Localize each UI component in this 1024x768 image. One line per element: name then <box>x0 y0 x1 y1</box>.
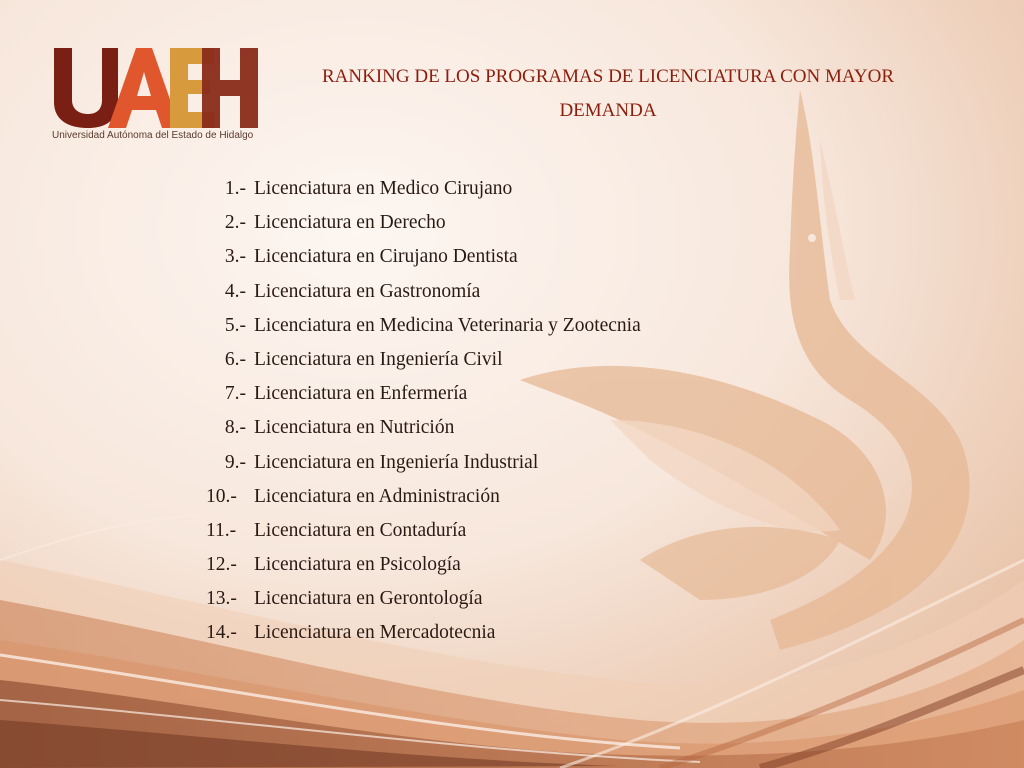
title-line-1: RANKING DE LOS PROGRAMAS DE LICENCIATURA CON MAYOR <box>322 66 894 87</box>
rank-number: 9.- <box>224 451 246 473</box>
logo-caption: Universidad Autónoma del Estado de Hidalgo <box>52 130 254 141</box>
rank-number: 14.- <box>206 622 237 644</box>
rank-number: 12.- <box>206 554 237 576</box>
program-name: Licenciatura en Enfermería <box>254 383 468 405</box>
rank-number: 4.- <box>224 280 246 302</box>
program-name: Licenciatura en Derecho <box>254 212 446 234</box>
program-name: Licenciatura en Administración <box>254 485 500 507</box>
program-name: Licenciatura en Nutrición <box>254 417 455 439</box>
list-item <box>206 281 641 315</box>
rank-number: 6.- <box>224 348 246 370</box>
rank-number: 1.- <box>224 178 246 199</box>
rank-number: 13.- <box>206 588 237 610</box>
rank-number: 8.- <box>224 417 246 439</box>
list-item <box>206 315 641 349</box>
list-item <box>206 178 641 212</box>
program-ranking-list <box>206 178 641 657</box>
list-item <box>206 383 641 417</box>
program-name: Licenciatura en Psicología <box>254 554 461 576</box>
list-item <box>206 417 641 451</box>
rank-number: 10.- <box>206 485 237 507</box>
list-item <box>206 486 641 520</box>
list-item <box>206 452 641 486</box>
list-item <box>206 554 641 588</box>
list-item <box>206 622 641 656</box>
program-name: Licenciatura en Medico Cirujano <box>254 178 513 199</box>
rank-number: 7.- <box>224 383 246 405</box>
page-title <box>300 60 916 128</box>
rank-number: 11.- <box>206 519 237 541</box>
rank-number: 2.- <box>224 212 246 234</box>
list-item <box>206 212 641 246</box>
title-line-2: DEMANDA <box>559 100 657 121</box>
program-name: Licenciatura en Gastronomía <box>254 280 481 302</box>
list-item <box>206 349 641 383</box>
program-name: Licenciatura en Ingeniería Industrial <box>254 451 539 473</box>
list-item <box>206 520 641 554</box>
uaeh-logo-mark <box>52 44 258 128</box>
program-name: Licenciatura en Medicina Veterinaria y Zootecnia <box>254 314 641 336</box>
program-name: Licenciatura en Ingeniería Civil <box>254 348 503 370</box>
program-name: Licenciatura en Contaduría <box>254 519 467 541</box>
list-item <box>206 246 641 280</box>
program-name: Licenciatura en Mercadotecnia <box>254 622 496 644</box>
program-name: Licenciatura en Cirujano Dentista <box>254 246 518 268</box>
rank-number: 3.- <box>224 246 246 268</box>
uaeh-logo <box>52 44 258 148</box>
list-item <box>206 588 641 622</box>
rank-number: 5.- <box>224 314 246 336</box>
program-name: Licenciatura en Gerontología <box>254 588 483 610</box>
